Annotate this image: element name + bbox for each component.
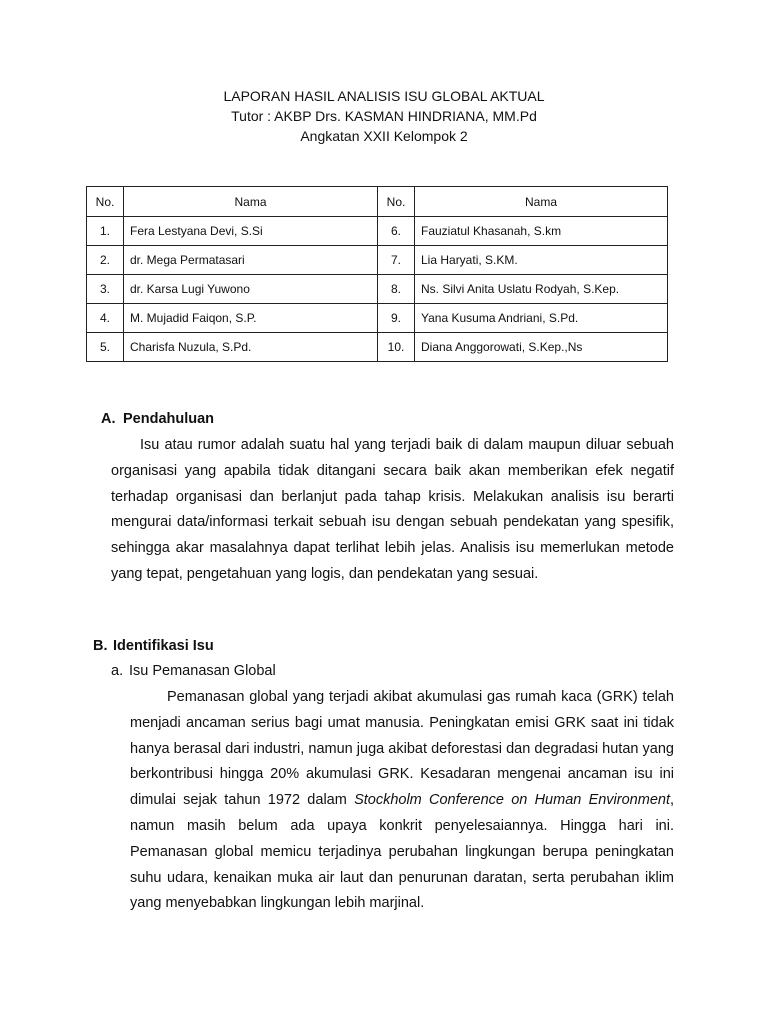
paragraph-text-part-2: , namun masih belum ada upaya konkrit penyelesaiannya. Hingga hari ini. Pemanasan global memicu terjadinya perubahan lingkungan berupa peningkatan suhu udara, kenaikan muka air laut dan penurunan daratan, serta perubahan iklim yang menyebabkan lingkungan lebih marjinal. (130, 792, 675, 912)
member-number: 8. (378, 275, 415, 304)
section-a-heading (101, 411, 214, 427)
tutor-line: Tutor : AKBP Drs. KASMAN HINDRIANA, MM.Pd (231, 108, 537, 124)
section-a-paragraph: Isu atau rumor adalah suatu hal yang terjadi baik di dalam maupun diluar sebuah organisasi yang apabila tidak ditangani secara baik akan memberikan efek negatif terhadap organisasi dan berlanjut pada tahap krisis. Melakukan analisis isu berarti mengurai data/informasi terkait sebuah isu dengan sebuah pendekatan yang spesifik, sehingga akar masalahnya dapat terlihat lebih jelas. Analisis isu memerlukan metode yang tepat, pengetahuan yang logis, dan pendekatan yang sesuai. (111, 437, 674, 582)
subsection-a-label: a. (111, 663, 124, 679)
document-header (0, 86, 768, 146)
table-row (87, 275, 668, 304)
table-row (87, 246, 668, 275)
subsection-a-paragraph (130, 685, 674, 917)
member-name: M. Mujadid Faiqon, S.P. (124, 304, 378, 333)
table-row (87, 333, 668, 362)
member-number: 5. (87, 333, 124, 362)
member-name: Charisfa Nuzula, S.Pd. (124, 333, 378, 362)
member-name: Fauziatul Khasanah, S.km (415, 217, 668, 246)
conference-name: Stockholm Conference on Human Environment (354, 792, 670, 809)
member-name: Ns. Silvi Anita Uslatu Rodyah, S.Kep. (415, 275, 668, 304)
header-name-right: Nama (415, 187, 668, 217)
member-number: 1. (87, 217, 124, 246)
section-b-heading (93, 638, 214, 654)
member-number: 6. (378, 217, 415, 246)
section-b-label: B. (93, 638, 108, 654)
section-b-title: Identifikasi Isu (113, 638, 214, 654)
member-name: Yana Kusuma Andriani, S.Pd. (415, 304, 668, 333)
member-number: 7. (378, 246, 415, 275)
member-name: Fera Lestyana Devi, S.Si (124, 217, 378, 246)
table-header-row (87, 187, 668, 217)
document-title: LAPORAN HASIL ANALISIS ISU GLOBAL AKTUAL (223, 88, 545, 104)
section-a-title: Pendahuluan (123, 411, 215, 427)
member-name: Diana Anggorowati, S.Kep.,Ns (415, 333, 668, 362)
member-name: Lia Haryati, S.KM. (415, 246, 668, 275)
header-no-left: No. (87, 187, 124, 217)
members-table (86, 186, 668, 362)
member-name: dr. Karsa Lugi Yuwono (124, 275, 378, 304)
table-row (87, 217, 668, 246)
section-a-label: A. (101, 411, 116, 427)
header-name-left: Nama (124, 187, 378, 217)
member-number: 9. (378, 304, 415, 333)
header-no-right: No. (378, 187, 415, 217)
member-number: 10. (378, 333, 415, 362)
member-number: 4. (87, 304, 124, 333)
subsection-a-heading (111, 663, 276, 679)
member-number: 2. (87, 246, 124, 275)
member-name: dr. Mega Permatasari (124, 246, 378, 275)
subsection-a-title: Isu Pemanasan Global (129, 663, 276, 679)
table-row (87, 304, 668, 333)
group-line: Angkatan XXII Kelompok 2 (300, 128, 468, 144)
member-number: 3. (87, 275, 124, 304)
paragraph-text-part-1: Pemanasan global yang terjadi akibat akumulasi gas rumah kaca (GRK) telah menjadi ancaman serius bagi umat manusia. Peningkatan emisi GRK saat ini tidak hanya berasal dari industri, namun juga akibat deforestasi dan degradasi hutan yang berkontribusi hingga 20% akumulasi GRK. Kesadaran mengenai ancaman isu ini dimulai sejak tahun 1972 dalam (130, 689, 674, 809)
